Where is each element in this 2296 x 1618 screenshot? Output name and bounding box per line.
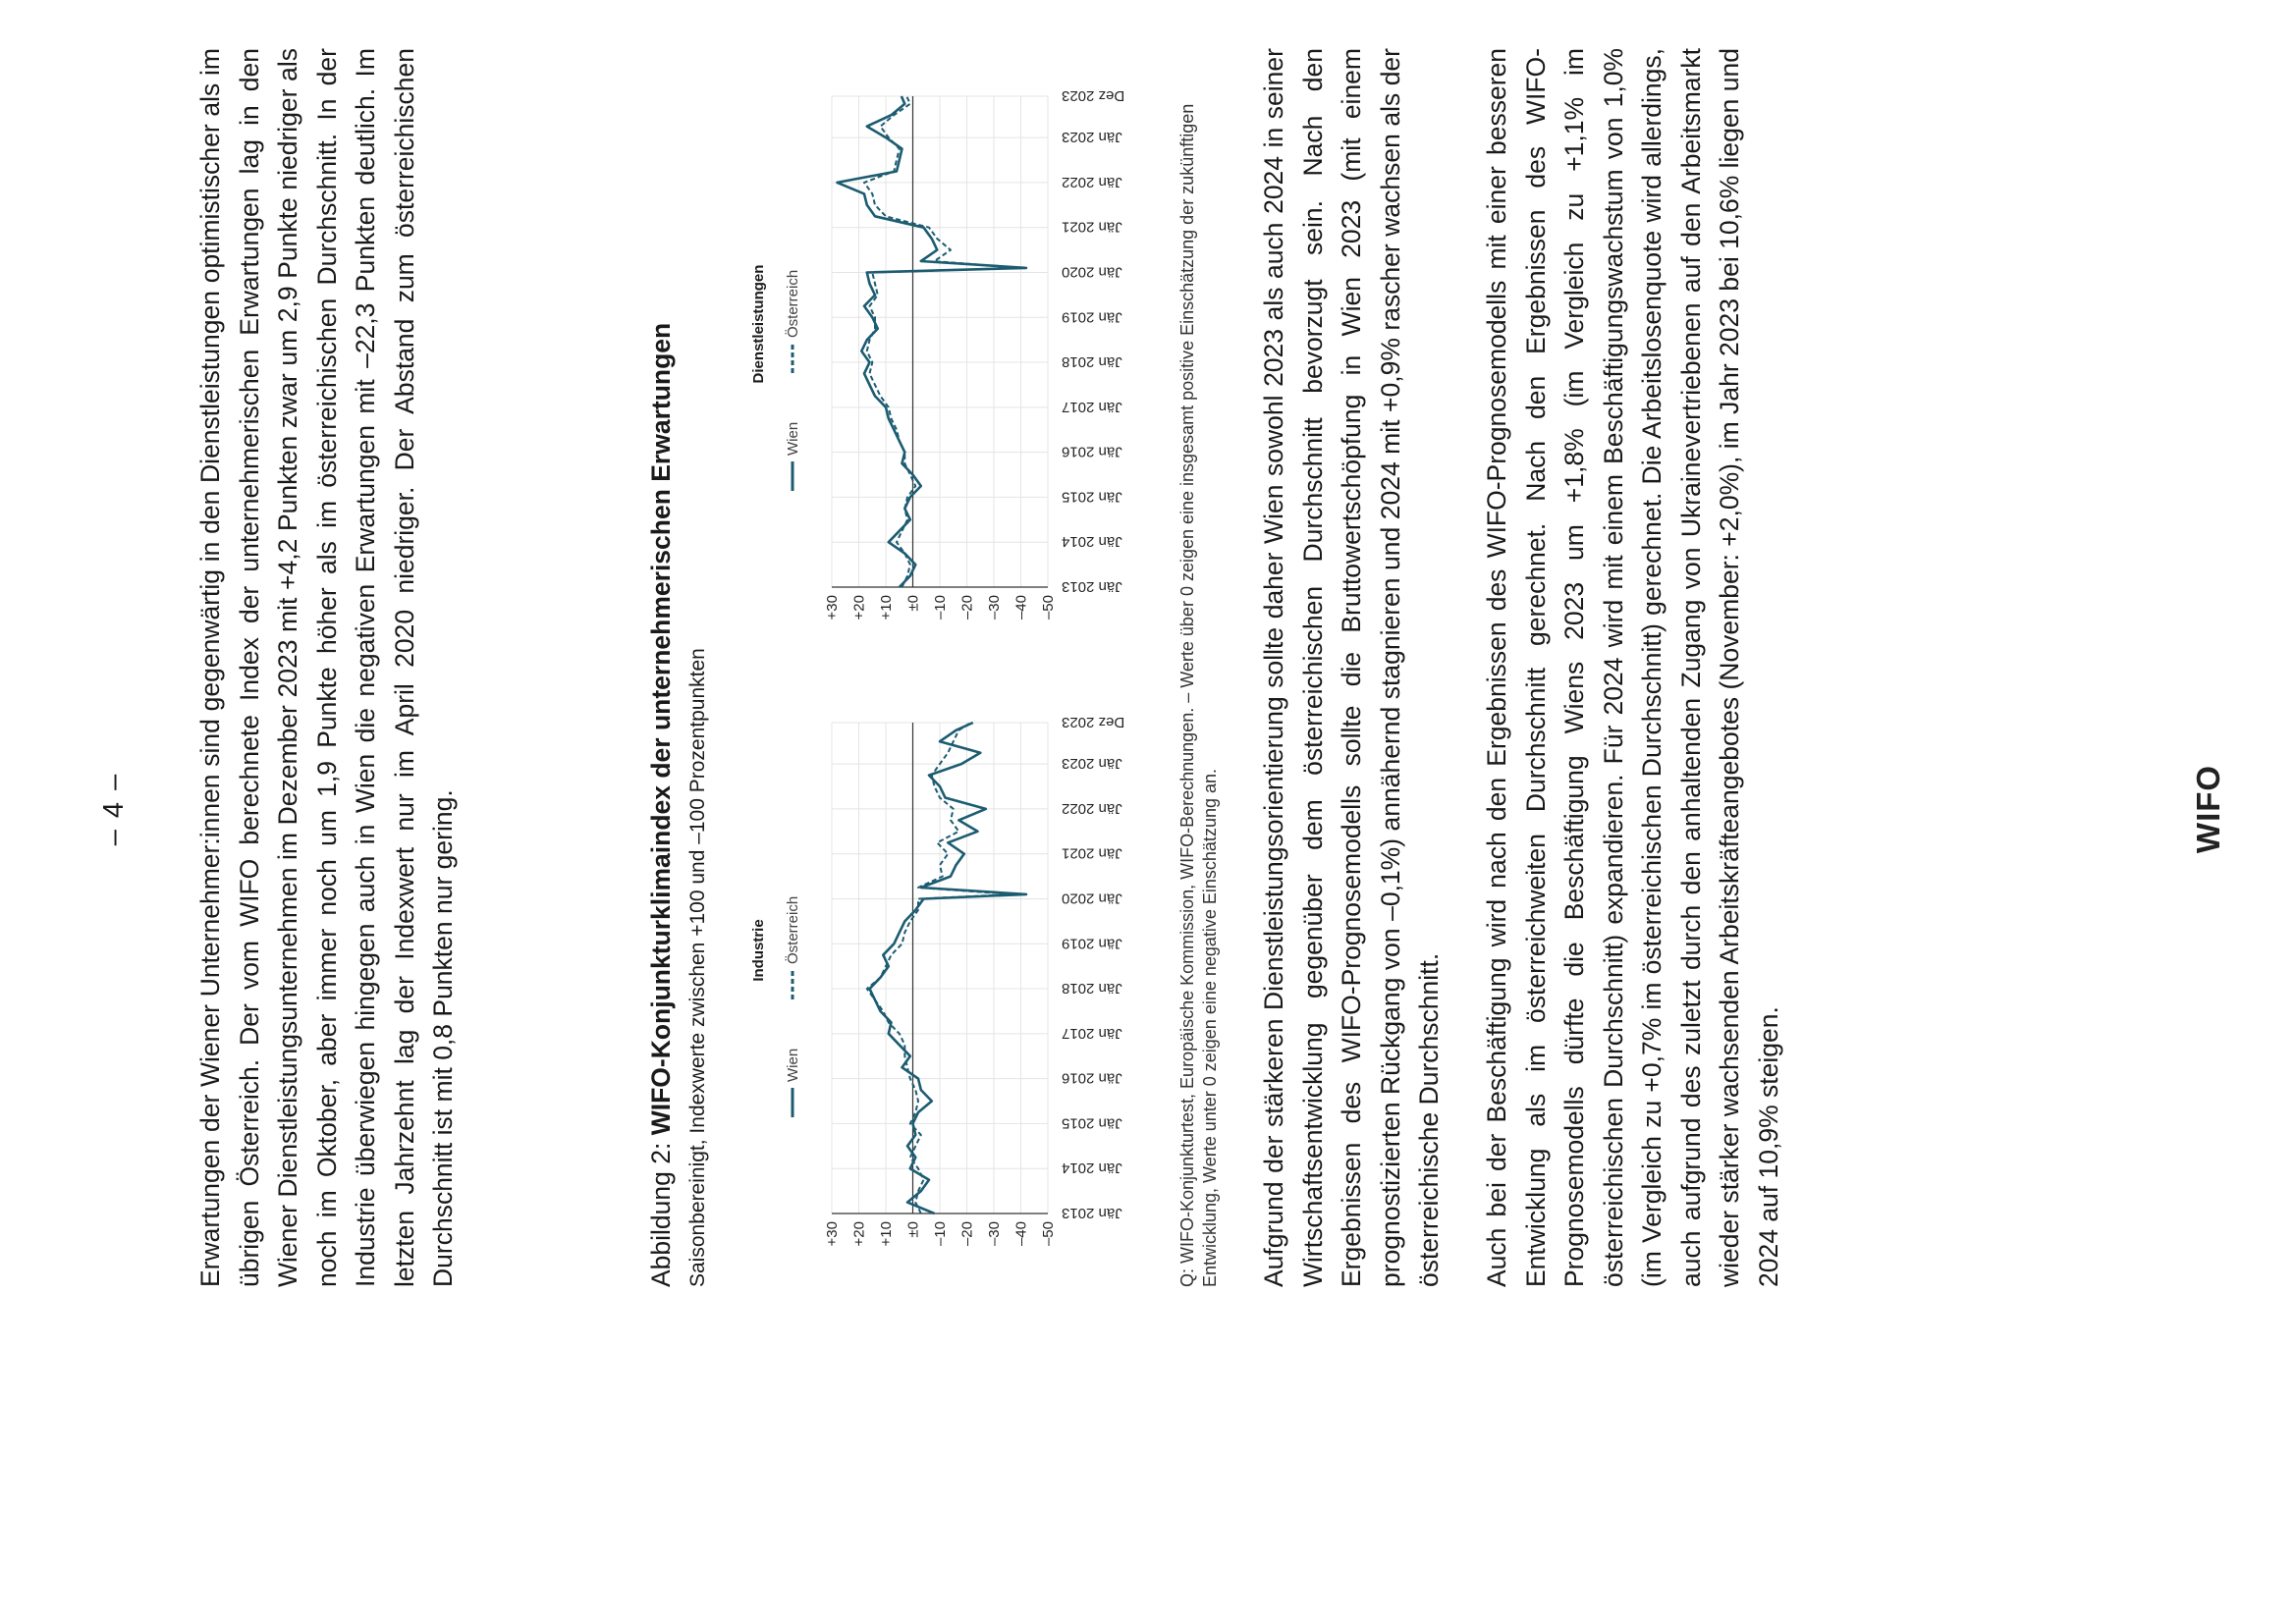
page-number: – 4 – [98,772,130,846]
x-tick-label: Jän 2018 [1062,353,1122,371]
chart-legend [784,270,801,491]
x-tick-label: Jän 2017 [1062,398,1122,415]
y-tick-label: +30 [824,595,841,620]
x-tick-label: Dez 2023 [1062,714,1125,730]
legend-label: Österreich [785,269,801,338]
x-tick-label: Jän 2013 [1062,1205,1122,1221]
y-tick-label: –30 [986,595,1003,620]
y-tick-label: –30 [986,1221,1003,1247]
x-tick-label: Jän 2016 [1062,1069,1122,1087]
series-line-wien [838,96,1027,587]
x-tick-label: Jän 2016 [1062,443,1122,460]
x-tick-label: Jän 2020 [1062,263,1122,281]
x-tick-label: Jän 2014 [1062,533,1122,551]
x-tick-label: Jän 2021 [1062,218,1122,236]
y-tick-label: –40 [1012,595,1030,620]
x-tick-label: Jän 2015 [1062,488,1122,506]
y-tick-label: +20 [850,1221,868,1247]
x-tick-label: Jän 2018 [1062,980,1122,998]
chart-title-industrie: Industrie [750,919,767,982]
figure-title [643,40,679,1287]
legend-label: Wien [785,421,801,456]
x-tick-label: Jän 2013 [1062,578,1122,595]
y-tick-label: ±0 [904,595,922,612]
x-tick-label: Jän 2021 [1062,844,1122,862]
figure-heading: WIFO-Konjunkturklimaindex der unternehmerischen Erwartungen [646,322,676,1136]
series-line-oesterreich [864,96,1021,587]
y-tick-label: –10 [932,1221,949,1247]
y-tick-label: ±0 [904,1221,922,1238]
series-line-wien [870,723,1027,1214]
y-tick-label: +10 [878,1221,895,1247]
y-tick-label: –20 [958,595,976,620]
intro-paragraph: Erwartungen der Wiener Unternehmer:innen sind gegenwärtig in den Dienstleistungen optimistischer als im übrigen Österreich. Der vom WIFO berechnete Index der unternehmerischen Erwartungen lag in den Wiener Dienstleistungsunternehmen im Dezember 2023 mit +4,2 Punkten zwar um 2,9 Punkte niedriger als noch im Oktober, aber immer noch um 1,9 Punkte höher als im österreichischen Durchschnitt. In der Industrie überwiegen hingegen auch in Wien die negativen Erwartungen mit –22,3 Punkten deutlich. Im letzten Jahrzehnt lag der Indexwert nur im April 2020 niedriger. Der Abstand zum österreichischen Durchschnitt ist mit 0,8 Punkten nur gering. [195,48,458,1287]
x-tick-label: Jän 2023 [1062,129,1122,146]
paragraph-3: Auch bei der Beschäftigung wird nach den Ergebnissen des WIFO-Prognosemodells mit einer besseren Entwicklung als im österreichweiten Durchschnitt gerechnet. Nach den Ergebnissen des WIFO-Prognosemodells dürfte die Beschäftigung Wiens 2023 um +1,8% (im Vergleich zu +1,1% im österreichischen Durchschnitt) expandieren. Für 2024 wird mit einem Beschäftigungswachstum von 1,0% (im Vergleich zu +0,7% im österreichischen Durchschnitt) gerechnet. Die Arbeitslosenquote wird allerdings, auch aufgrund des zuletzt durch den anhaltenden Zugang von Ukrainevertriebenen auf den Arbeitsmarkt wieder stärker wachsenden Arbeitskräfteangebotes (November: +2,0%), im Jahr 2023 bei 10,6% liegen und 2024 auf 10,9% steigen. [1482,48,1783,1287]
y-tick-label: +10 [878,595,895,620]
x-tick-label: Jän 2023 [1062,755,1122,773]
y-tick-label: –10 [932,595,949,620]
chart-legend [784,896,801,1117]
x-tick-label: Dez 2023 [1062,87,1125,104]
x-tick-label: Jän 2022 [1062,799,1122,817]
y-tick-label: –50 [1040,595,1057,620]
x-tick-label: Jän 2019 [1062,308,1122,326]
chart-dienstleistungen [771,77,1164,646]
legend-label: Wien [785,1048,801,1082]
figure-label: Abbildung 2: [646,1142,676,1287]
y-tick-label: +30 [824,1221,841,1247]
x-tick-label: Jän 2022 [1062,173,1122,190]
x-tick-label: Jän 2015 [1062,1114,1122,1132]
y-tick-label: –50 [1040,1221,1057,1247]
x-tick-label: Jän 2017 [1062,1024,1122,1042]
legend-label: Österreich [785,895,801,964]
y-tick-label: –20 [958,1221,976,1247]
wifo-logo: WIFO [2190,764,2226,854]
x-tick-label: Jän 2020 [1062,890,1122,907]
paragraph-2: Aufgrund der stärkeren Dienstleistungsorientierung sollte daher Wien sowohl 2023 als auch 2024 in seiner Wirtschaftsentwicklung gegenüber dem österreichischen Durchschnitt bevorzugt sein. Nach den Ergebnissen des WIFO-Prognosemodells sollte die Bruttowertschöpfung in Wien 2023 (mit einem prognostizierten Rückgang von –0,1%) annähernd stagnieren und 2024 mit +0,9% rascher wachsen als der österreichische Durchschnitt. [1259,48,1444,1287]
figure-source: Q: WIFO-Konjunkturtest, Europäische Kommission, WIFO-Berechnungen. – Werte über 0 zeigen eine insgesamt positive Einschätzung der zukünftigen Entwicklung, Werte unter 0 zeigen eine negative Einschätzung an. [1177,103,1220,1287]
figure-subtitle: Saisonbereinigt, Indexwerte zwischen +100 und –100 Prozentpunkten [686,648,709,1287]
y-tick-label: +20 [850,595,868,620]
x-tick-label: Jän 2014 [1062,1160,1122,1177]
chart-title-dienstleistungen: Dienstleistungen [750,264,767,384]
y-tick-label: –40 [1012,1221,1030,1247]
x-tick-label: Jän 2019 [1062,935,1122,952]
chart-industrie [771,703,1164,1272]
